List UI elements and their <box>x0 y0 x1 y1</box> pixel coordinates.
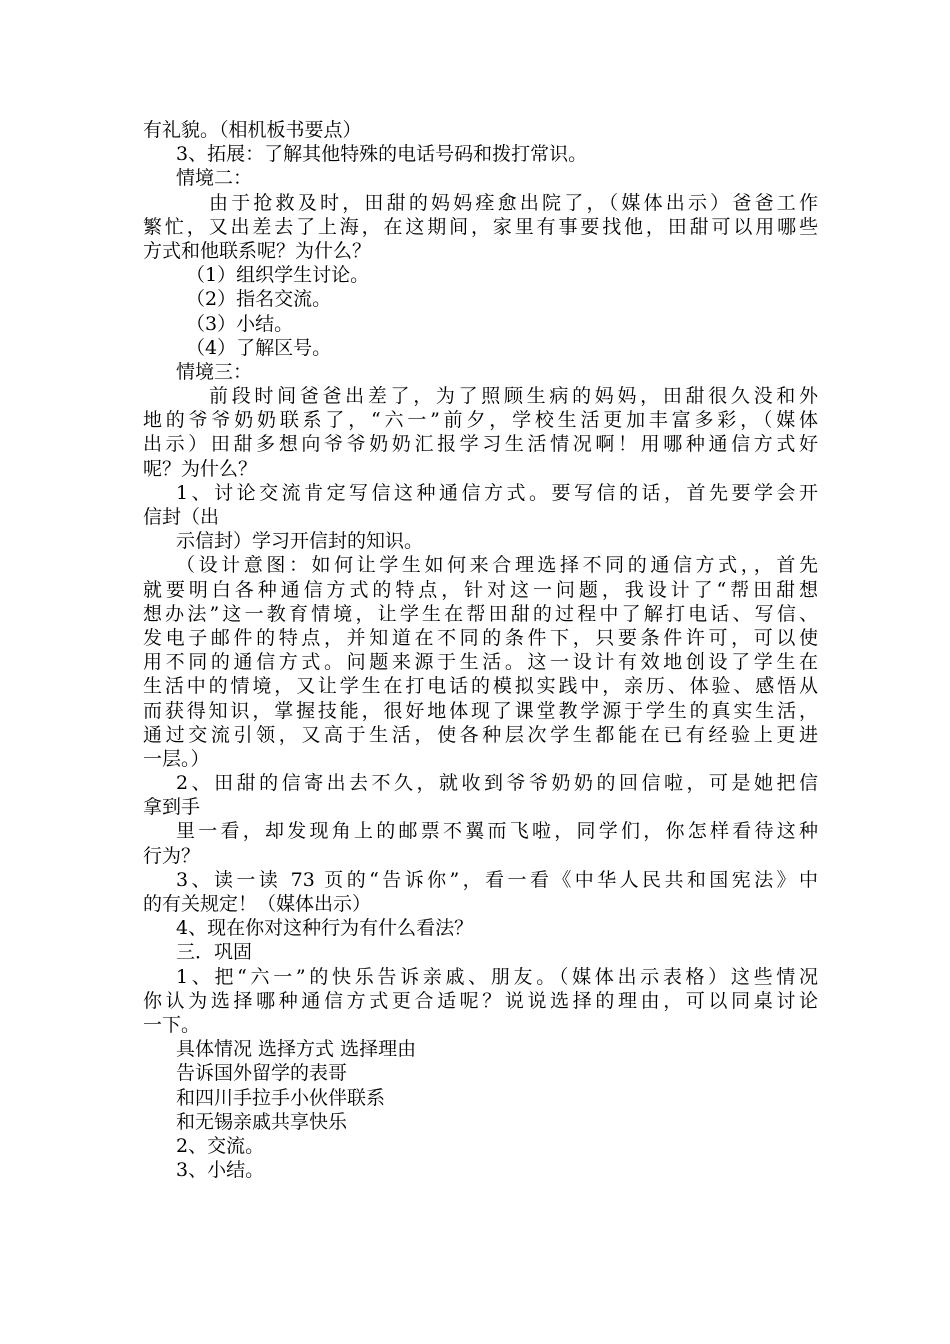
document-line: 三．巩固 <box>176 941 253 964</box>
document-line: （4）了解区号。 <box>186 336 332 359</box>
document-line: 1、讨论交流肯定写信这种通信方式。要写信的话，首先要学会开 <box>176 481 818 504</box>
document-line: 具体情况 选择方式 选择理由 <box>176 1038 417 1061</box>
document-line: 繁忙，又出差去了上海，在这期间，家里有事要找他，田甜可以用哪些 <box>143 215 818 238</box>
document-line: 里一看，却发现角上的邮票不翼而飞啦，同学们，你怎样看待这种 <box>176 820 818 843</box>
document-line: 的有关规定！（媒体出示） <box>143 893 372 915</box>
document-line: 前段时间爸爸出差了，为了照顾生病的妈妈，田甜很久没和外 <box>209 385 818 408</box>
document-line: 3、读一读 73 页的“告诉你”，看一看《中华人民共和国宪法》中 <box>176 868 818 891</box>
document-body <box>143 118 818 1182</box>
document-line: 情境二： <box>176 167 253 190</box>
document-line: 告诉国外留学的表哥 <box>176 1062 348 1085</box>
document-line: 和无锡亲戚共享快乐 <box>176 1110 348 1133</box>
document-line: 有礼貌。（相机板书要点） <box>143 119 362 141</box>
document-line: 生活中的情境，又让学生在打电话的模拟实践中，亲历、体验、感悟从 <box>143 675 818 698</box>
document-line: 一下。 <box>143 1013 201 1036</box>
document-line: 和四川手拉手小伙伴联系 <box>176 1086 386 1109</box>
document-line: 行为？ <box>143 844 201 867</box>
document-line: 3、小结。 <box>176 1159 265 1182</box>
document-line: 情境三： <box>176 360 253 383</box>
document-line: 3、拓展：了解其他特殊的电话号码和拨打常识。 <box>176 143 588 166</box>
document-line: （3）小结。 <box>186 312 294 335</box>
document-line: 1、把“六一”的快乐告诉亲戚、朋友。（媒体出示表格）这些情况 <box>176 965 818 988</box>
document-line: 2、交流。 <box>176 1134 265 1157</box>
document-line: （2）指名交流。 <box>186 288 332 311</box>
document-line: 示信封）学习开信封的知识。 <box>176 530 424 553</box>
document-line: （1）组织学生讨论。 <box>186 264 370 287</box>
document-line: 地的爷爷奶奶联系了，“六一”前夕，学校生活更加丰富多彩，（媒体 <box>143 409 818 432</box>
document-line: 用不同的通信方式。问题来源于生活。这一设计有效地创设了学生在 <box>143 651 818 674</box>
document-line: 4、现在你对这种行为有什么看法？ <box>176 917 474 940</box>
document-line: 你认为选择哪种通信方式更合适呢？说说选择的理由，可以同桌讨论 <box>143 989 818 1012</box>
document-line: 由于抢救及时，田甜的妈妈痊愈出院了，（媒体出示）爸爸工作 <box>209 191 818 214</box>
document-line: 2、田甜的信寄出去不久，就收到爷爷奶奶的回信啦，可是她把信 <box>176 772 818 795</box>
document-line: 拿到手 <box>143 796 201 819</box>
document-line: 信封（出 <box>143 506 220 528</box>
document-line: 呢？为什么？ <box>143 457 258 480</box>
document-line: 一层。） <box>143 747 210 770</box>
document-line: 发电子邮件的特点，并知道在不同的条件下，只要条件许可，可以使 <box>143 626 818 649</box>
document-line: 而获得知识，掌握技能，很好地体现了课堂教学源于学生的真实生活， <box>143 699 818 722</box>
document-line: 通过交流引领，又高于生活，使各种层次学生都能在已有经验上更进 <box>143 723 818 746</box>
document-line: 出示）田甜多想向爷爷奶奶汇报学习生活情况啊！用哪种通信方式好 <box>143 433 818 456</box>
document-line: 方式和他联系呢？为什么？ <box>143 239 372 262</box>
document-line: 想办法”这一教育情境，让学生在帮田甜的过程中了解打电话、写信、 <box>143 602 818 625</box>
document-line: （设计意图：如何让学生如何来合理选择不同的通信方式，，首先 <box>176 554 818 577</box>
document-line: 就要明白各种通信方式的特点，针对这一问题，我设计了“帮田甜想 <box>143 578 818 601</box>
